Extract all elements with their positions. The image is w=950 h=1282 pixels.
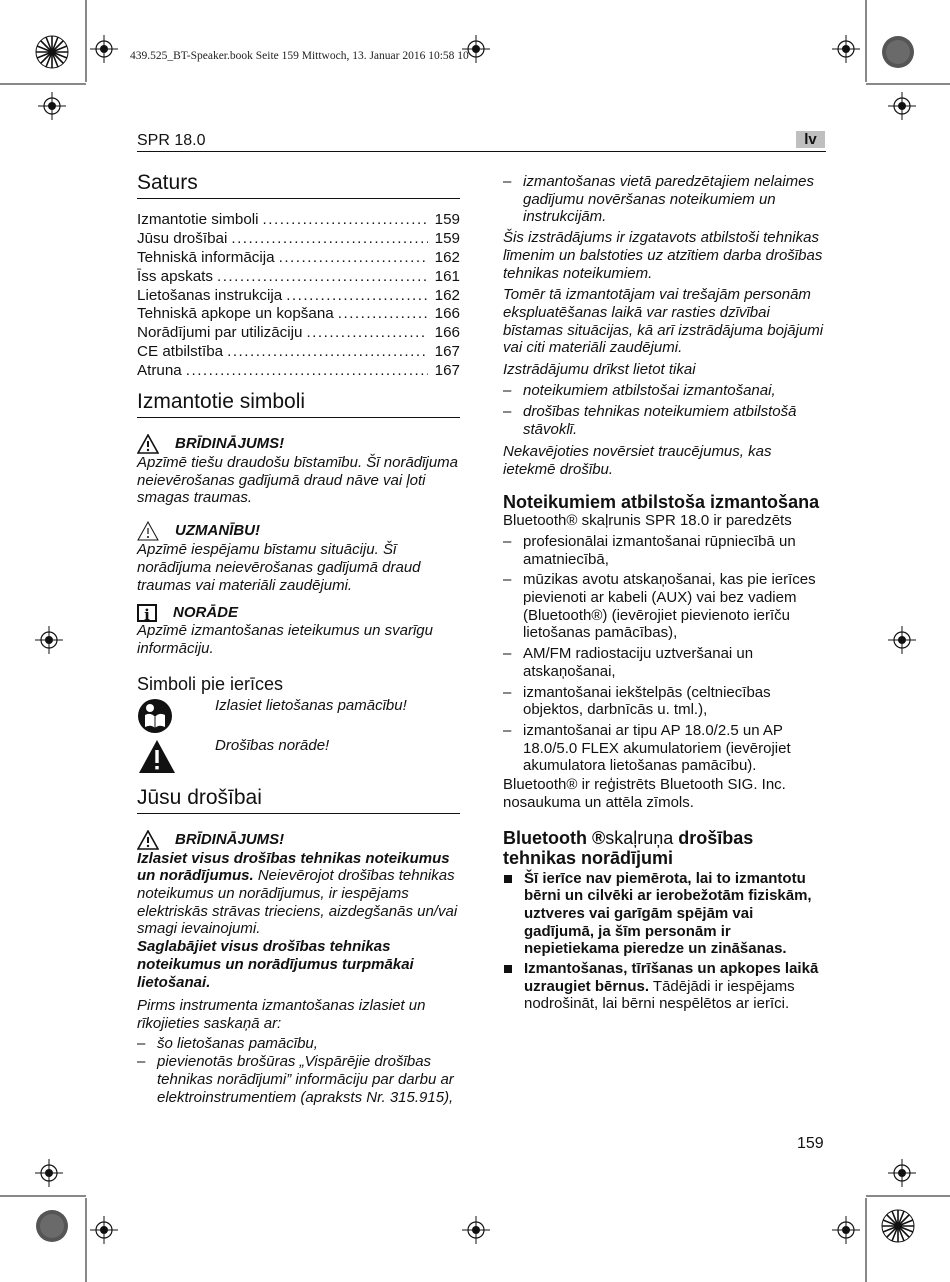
safety-bold-1: Izlasiet visus drošības tehnikas noteikumus un norādījumus.	[137, 849, 450, 885]
toc-item[interactable]	[137, 211, 460, 230]
trademark-note: Bluetooth® ir reģistrēts Bluetooth SIG. Inc. nosaukuma un attēla zīmols.	[503, 776, 786, 811]
toc-heading: Saturs	[137, 170, 460, 199]
warning-text: Apzīmē tiešu draudošu bīstamību. Šī norādījuma neievērošanas gadījumā draud nāve vai ļoti smagas traumas.	[137, 454, 458, 507]
toc-item[interactable]	[137, 362, 460, 381]
toc-item-page: 167	[434, 343, 460, 361]
toc-item-label: Norādījumi par utilizāciju	[137, 324, 303, 342]
list-item: – izmantošanas vietā paredzētajiem nelaimes gadījumu novēršanas noteikumiem un instrukcijām.	[503, 173, 826, 226]
speaker-safety-heading-part3: drošības tehnikas norādījumi	[503, 827, 754, 868]
toc-item-page: 167	[434, 362, 460, 380]
toc-item-page: 166	[434, 305, 460, 323]
safety-heading: Jūsu drošībai	[137, 785, 460, 814]
warning-triangle-icon	[137, 830, 159, 850]
safety-para-2: Tomēr tā izmantotājam vai trešajām personām ekspluatēšanas laikā var rasties dzīvībai bīstamas situācijas, kā arī izstrādājuma bojājumi vai citi materiāli zaudējumi.	[503, 286, 824, 357]
list-item: – pievienotās brošūras „Vispārējie drošības tehnikas norādījumi” informāciju par darbu ar elektroinstrumentiem (apraksts Nr. 315.915),	[137, 1053, 460, 1106]
safety-warning-head	[137, 830, 460, 850]
caution-triangle-icon	[137, 521, 159, 541]
right-column	[503, 172, 826, 1015]
safety-para-3: Izstrādājumu drīkst lietot tikai	[503, 361, 696, 379]
toc-item[interactable]	[137, 268, 460, 287]
list-item-bold: Izmantošanas, tīrīšanas un apkopes laikā uzraugiet bērnus.	[524, 960, 819, 995]
speaker-safety-heading-part2: skaļruņa	[605, 827, 674, 848]
toc-item-page: 166	[434, 324, 460, 342]
speaker-safety-heading-part1: Bluetooth ®	[503, 827, 606, 848]
toc-item-page: 162	[434, 286, 460, 304]
toc-item-label: Izmantotie simboli	[137, 211, 259, 228]
list-item: – noteikumiem atbilstošai izmantošanai,	[503, 382, 826, 400]
print-info-line: 439.525_BT-Speaker.book Seite 159 Mittwoch, 13. Januar 2016 10:58 10	[130, 50, 469, 62]
safety-warning-icon	[137, 737, 177, 775]
toc-item-page: 159	[434, 211, 460, 228]
toc-item[interactable]	[137, 305, 460, 324]
caution-text: Apzīmē iespējamu bīstamu situāciju. Šī norādījuma neievērošanas gadījumā draud traumas vai materiāli zaudējumi.	[137, 541, 421, 594]
safety-para-1: Šis izstrādājums ir izgatavots atbilstoši tehnikas līmenim un balstoties uz atzītiem darba drošības tehnikas noteikumiem.	[503, 229, 823, 282]
note-callout-head	[137, 604, 460, 625]
list-item: – drošības tehnikas noteikumiem atbilstošā stāvoklī.	[503, 403, 826, 438]
note-text: Apzīmē izmantošanas ieteikumus un svarīgu informāciju.	[137, 622, 433, 657]
toc-item-page: 159	[434, 229, 460, 247]
toc-item-label: Jūsu drošībai	[137, 229, 228, 247]
warning-triangle-icon	[137, 434, 159, 454]
table-of-contents	[137, 211, 460, 381]
toc-item-page: 162	[434, 248, 460, 266]
toc-item-label: Atruna	[137, 362, 182, 380]
caution-callout-head	[137, 521, 460, 541]
header-rule	[137, 151, 826, 152]
safety-warning-label: BRĪDINĀJUMS!	[175, 830, 285, 848]
speaker-safety-heading	[503, 828, 826, 868]
toc-item[interactable]	[137, 249, 460, 268]
intended-use-intro: Bluetooth® skaļrunis SPR 18.0 ir paredzēts	[503, 512, 792, 530]
safety-bold-2: Saglabājiet visus drošības tehnikas noteikumus un norādījumus turpmākai lietošanai.	[137, 938, 414, 991]
page-number: 159	[797, 1135, 824, 1152]
toc-item-label: Tehniskā informācija	[137, 248, 275, 266]
safety-note-text: Drošības norāde!	[215, 736, 330, 754]
toc-item-label: Tehniskā apkope un kopšana	[137, 305, 334, 323]
warning-label: BRĪDINĀJUMS!	[175, 435, 285, 453]
safety-list	[137, 1035, 460, 1107]
intended-use-heading: Noteikumiem atbilstoša izmantošana	[503, 492, 820, 513]
read-manual-text: Izlasiet lietošanas pamācību!	[215, 696, 407, 714]
list-item: – AM/FM radiostaciju uztveršanai un atskaņošanai,	[503, 645, 826, 680]
safety-text-1: Neievērojot drošības tehnikas noteikumus un norādījumus, ir iespējams elektriskās strāvas trieciens, aizdegšanās un/vai smagi ievainojumi.	[137, 867, 458, 938]
list-item-text: Tādējādi ir iespējams nodrošināt, lai bērni nespēlētos ar ierīci.	[524, 977, 795, 1013]
list-item	[503, 870, 826, 959]
left-column	[137, 170, 460, 1107]
info-icon: i	[137, 604, 157, 622]
toc-item-label: CE atbilstība	[137, 343, 224, 361]
safety-list-continued	[503, 173, 826, 226]
toc-item[interactable]	[137, 324, 460, 343]
speaker-safety-list	[503, 870, 826, 1014]
safety-list-2	[503, 382, 826, 439]
toc-item[interactable]	[137, 287, 460, 306]
toc-item-label: Lietošanas instrukcija	[137, 286, 283, 304]
list-item-bold: Šī ierīce nav piemērota, lai to izmantotu bērni un cilvēki ar ierobežotām fiziskām, uztveres vai garīgām spējām vai gadījumā, ja šīm personām ir nepietiekama pieredze un zināšanas.	[524, 869, 812, 958]
list-item: – šo lietošanas pamācību,	[137, 1035, 460, 1053]
intended-use-list	[503, 533, 826, 775]
warning-callout-head	[137, 434, 460, 454]
language-badge: lv	[796, 131, 825, 148]
model-title: SPR 18.0	[137, 132, 206, 149]
safety-para-4: Nekavējoties novērsiet traucējumus, kas ietekmē drošību.	[503, 442, 772, 478]
note-label: NORĀDE	[173, 604, 239, 622]
read-manual-row	[137, 697, 460, 735]
symbols-heading: Izmantotie simboli	[137, 389, 460, 418]
toc-item[interactable]	[137, 230, 460, 249]
toc-item[interactable]	[137, 343, 460, 362]
list-item	[503, 960, 826, 1013]
list-item: – profesionālai izmantošanai rūpniecībā un amatniecībā,	[503, 533, 826, 568]
safety-intro: Pirms instrumenta izmantošanas izlasiet un rīkojieties saskaņā ar:	[137, 997, 426, 1032]
toc-item-page: 161	[434, 267, 460, 285]
list-item: – mūzikas avotu atskaņošanai, kas pie ierīces pievienoti ar kabeli (AUX) vai bez vadiem (Bluetooth®) (ievērojiet pievienoto ierīču lietošanas pamācības),	[503, 571, 826, 642]
safety-note-row	[137, 737, 460, 775]
caution-label: UZMANĪBU!	[175, 522, 260, 540]
list-item: – izmantošanai iekštelpās (celtniecības objektos, darbnīcās u. tml.),	[503, 684, 826, 719]
read-manual-icon	[137, 697, 177, 735]
toc-item-label: Īss apskats	[137, 267, 213, 285]
list-item: – izmantošanai ar tipu AP 18.0/2.5 un AP 18.0/5.0 FLEX akumulatoriem (ievērojiet akumulatora lietošanas pamācību).	[503, 722, 826, 775]
device-symbols-heading: Simboli pie ierīces	[137, 673, 284, 694]
safety-paragraph	[137, 850, 460, 939]
